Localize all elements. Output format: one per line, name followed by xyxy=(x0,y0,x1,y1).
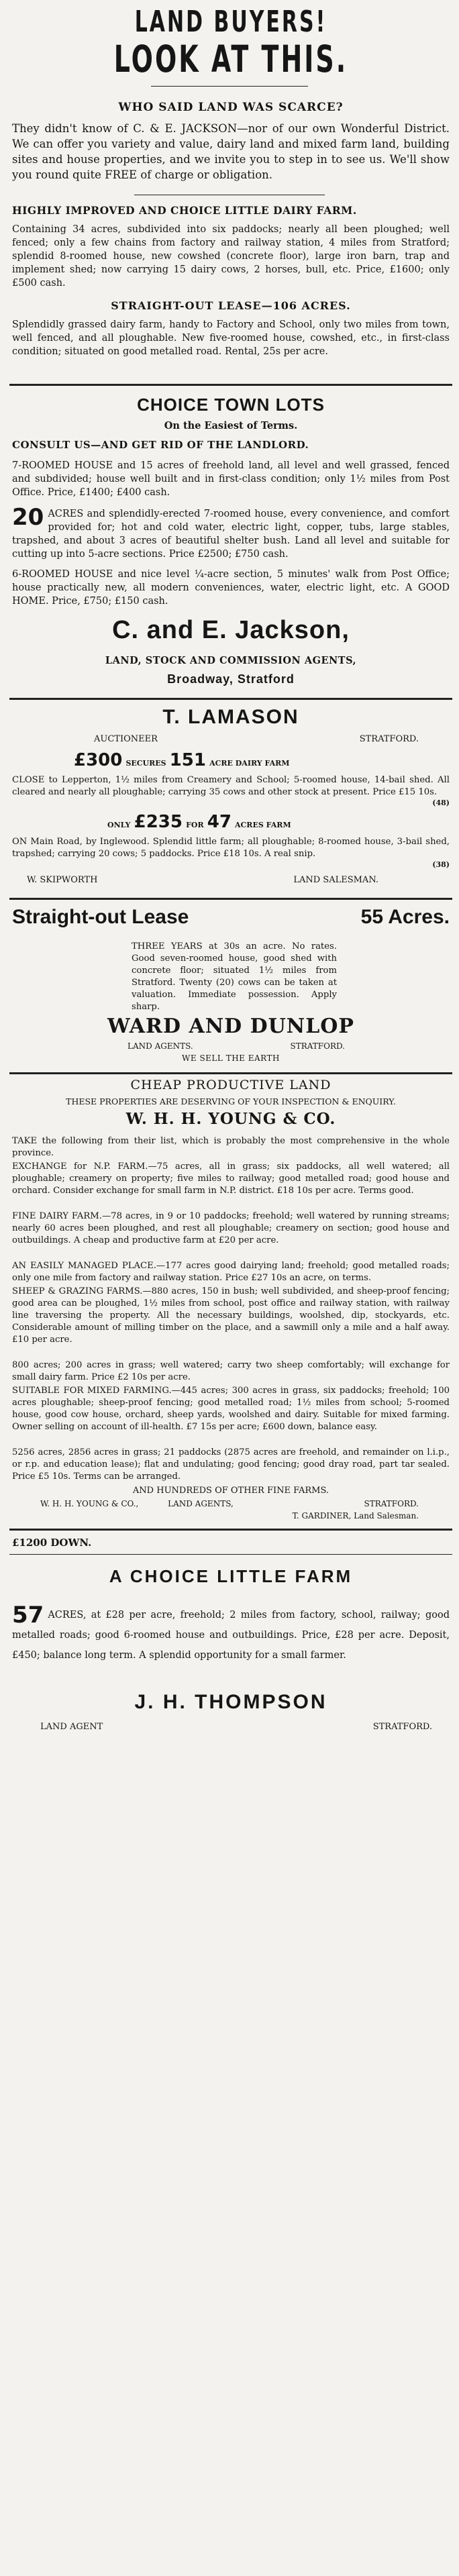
ward-town: STRATFORD. xyxy=(290,1041,345,1051)
offer-2-ref: (38) xyxy=(432,860,450,869)
divider xyxy=(9,1072,452,1074)
thompson-agent-line xyxy=(40,1722,432,1732)
young-property-5: 800 acres; 200 acres in grass; well watered; carry two sheep comfortably; will exchange for small dairy farm. Price £2 10s per acre. xyxy=(12,1360,450,1382)
young-intro: TAKE the following from their list, which is probably the most comprehensive in the whole province. xyxy=(12,1136,450,1158)
ward-agents: LAND AGENTS. xyxy=(128,1041,193,1051)
offer-1-price: £300 xyxy=(74,750,123,770)
young-property-3: AN EASILY MANAGED PLACE.—177 acres good dairying land; freehold; good metalled roads; only one mile from factory and railway station. Price £27 10s an acre, on terms. xyxy=(12,1261,450,1283)
young-footer-firm: W. H. H. YOUNG & CO., xyxy=(40,1499,139,1508)
lamason-role-line xyxy=(94,734,419,744)
consult-heading: CONSULT US—AND GET RID OF THE LANDLORD. xyxy=(12,439,309,451)
thompson-price: £1200 DOWN. xyxy=(12,1537,92,1549)
jackson-firm-address: Broadway, Stratford xyxy=(167,672,295,686)
young-property-4: SHEEP & GRAZING FARMS.—880 acres, 150 in bush; well subdivided, and sheep-proof fencing; good area can be ploughed, 1½ miles from school, post office and railway station, with railway line traversing the property. All the necessary buildings, woolshed, dip, stockyards, etc. Considerable amount of milling timber on the place, and a sawmill only a mile and a half away. £10 per acre. xyxy=(12,1286,450,1345)
offer-2-price: £235 xyxy=(134,812,183,832)
ward-motto: WE SELL THE EARTH xyxy=(182,1053,280,1063)
young-subheading: THESE PROPERTIES ARE DESERVING OF YOUR INSPECTION & ENQUIRY. xyxy=(66,1096,396,1106)
lot-2-text: ACRES and splendidly-erected 7-roomed house, every convenience, and comfort provided for; hot and cold water, electric light, copper, tubs, large stables, trapshed, and about 3 acres of beautiful shelter bush. Land all level and suitable for cutting up into 5-acre sections. Price £2500; £750 cash. xyxy=(12,509,450,560)
young-heading: CHEAP PRODUCTIVE LAND xyxy=(130,1078,332,1092)
offer-2-body: ON Main Road, by Inglewood. Splendid little farm; all ploughable; 8-roomed house, 3-bail shed, trapshed; carrying 20 cows; 5 paddocks. Price £18 10s. A real snip. xyxy=(12,837,450,859)
offer-2-only: ONLY xyxy=(107,821,131,829)
young-footer-town: STRATFORD. xyxy=(364,1499,419,1508)
dairy-farm-body: Containing 34 acres, subdivided into six paddocks; nearly all been ploughed; well fenced; only a few chains from factory and railway station, 4 miles from Stratford; splendid 8-roomed house, new cowshed (concrete floor), large iron barn, trap and implement shed; now carrying 15 dairy cows, 2 horses, bull, etc. Price, £1600; only £500 cash. xyxy=(12,224,450,289)
thompson-acres: 57 xyxy=(12,1602,44,1629)
lease-heading: STRAIGHT-OUT LEASE—106 ACRES. xyxy=(111,299,351,312)
question-heading: WHO SAID LAND WAS SCARCE? xyxy=(118,101,344,114)
thompson-town: STRATFORD. xyxy=(372,1722,432,1732)
intro-paragraph: They didn't know of C. & E. JACKSON—nor of our own Wonderful District. We can offer you variety and value, dairy land and mixed farm land, building sites and house properties, and we invite you to step in to see us. We'll show you round quite FREE of charge or obligation. xyxy=(12,122,450,181)
salesman-name: W. SKIPWORTH xyxy=(27,875,98,885)
lamason-role: AUCTIONEER xyxy=(94,734,158,744)
divider xyxy=(9,384,452,386)
thompson-firm: J. H. THOMPSON xyxy=(134,1691,327,1713)
young-property-2: FINE DAIRY FARM.—78 acres, in 9 or 10 paddocks; freehold; well watered by running streams; nearly 60 acres been ploughed, and rest all ploughable; creamery on section; good house and outbuildings. A cheap and productive farm at £20 per acre. xyxy=(12,1211,450,1245)
thompson-agent: LAND AGENT xyxy=(40,1722,103,1732)
lease-body: Splendidly grassed dairy farm, handy to Factory and School, only two miles from town, well fenced, and all ploughable. New five-roomed house, cowshed, etc., in first-class condition; situated on good metalled road. Rental, 25s per acre. xyxy=(12,319,450,357)
lamason-town: STRATFORD. xyxy=(359,734,419,744)
offer-2-acres: 47 xyxy=(207,812,232,832)
ward-heading xyxy=(12,906,450,929)
divider xyxy=(9,898,452,900)
offer-1-tail: ACRE DAIRY FARM xyxy=(209,759,290,768)
salesman-title: LAND SALESMAN. xyxy=(293,875,378,885)
divider xyxy=(9,1554,452,1555)
offer-2-tail: ACRES FARM xyxy=(235,821,291,829)
headline-land-buyers: LAND BUYERS! xyxy=(134,5,327,40)
ward-heading-right: 55 Acres. xyxy=(360,906,450,928)
young-footer-agents: LAND AGENTS, xyxy=(168,1499,234,1508)
divider xyxy=(151,86,308,87)
lot-2-number: 20 xyxy=(12,504,44,531)
young-firm: W. H. H. YOUNG & CO. xyxy=(125,1110,336,1128)
divider xyxy=(9,1529,452,1531)
jackson-firm-description: LAND, STOCK AND COMMISSION AGENTS, xyxy=(105,655,357,666)
offer-2-for: FOR xyxy=(186,821,204,829)
thompson-body xyxy=(12,1602,450,1665)
young-closing: AND HUNDREDS OF OTHER FINE FARMS. xyxy=(132,1486,329,1496)
town-lot-1: 7-ROOMED HOUSE and 15 acres of freehold land, all level and well grassed, fenced and subdivided; house well built and in first-class condition; only 1½ miles from Post Office. Price, £1400; £400 cash. xyxy=(12,460,450,498)
ward-firm: WARD AND DUNLOP xyxy=(107,1015,354,1038)
town-lots-heading: CHOICE TOWN LOTS xyxy=(137,395,325,415)
lamason-salesman-line xyxy=(27,875,378,885)
divider xyxy=(9,698,452,700)
young-footer-salesman: T. GARDINER, Land Salesman. xyxy=(292,1511,419,1521)
offer-1-secures: SECURES xyxy=(125,759,166,768)
dairy-farm-heading: HIGHLY IMPROVED AND CHOICE LITTLE DAIRY FARM. xyxy=(12,204,357,217)
offer-1-acres: 151 xyxy=(169,750,206,770)
thompson-text: ACRES, at £28 per acre, freehold; 2 miles from factory, school, railway; good metalled roads; good 6-roomed house and outbuildings. Price, £28 per acre. Deposit, £450; balance long term. A splendid opportunity for a small farmer. xyxy=(12,1610,450,1661)
lamason-name: T. LAMASON xyxy=(162,706,299,728)
young-property-1: EXCHANGE for N.P. FARM.—75 acres, all in grass; six paddocks, all well watered; all ploughable; creamery on property; five miles to railway; good metalled road; good house and orchard. Consider exchange for small farm in N.P. district. £18 10s per acre. Terms good. xyxy=(12,1162,450,1196)
town-lots-terms: On the Easiest of Terms. xyxy=(164,420,298,431)
jackson-advert xyxy=(0,0,459,675)
town-lot-3: 6-ROOMED HOUSE and nice level ¼-acre section, 5 minutes' walk from Post Office; house practically new, all modern conveniences, water, electric light, etc. A GOOD HOME. Price, £750; £150 cash. xyxy=(12,569,450,607)
young-property-6: SUITABLE FOR MIXED FARMING.—445 acres; 300 acres in grass, six paddocks; freehold; 100 acres ploughable; sheep-proof fencing; good metalled road; 1½ miles from school; 5-roomed house, good cow house, orchard, sheep yards, woolshed and dairy. Suitable for mixed farming. Owner selling on account of ill-health. £7 15s per acre; £600 down, balance easy. xyxy=(12,1386,450,1432)
headline-look-at-this: LOOK AT THIS. xyxy=(113,38,348,81)
offer-2-title xyxy=(107,812,450,832)
town-lot-2 xyxy=(12,504,450,561)
offer-1-title xyxy=(74,750,450,770)
thompson-heading: A CHOICE LITTLE FARM xyxy=(109,1566,353,1586)
ward-agents-line xyxy=(128,1041,345,1051)
young-property-7: 5256 acres, 2856 acres in grass; 21 paddocks (2875 acres are freehold, and remainder on l.i.p., or r.p. and education lease); flat and undulating; good fencing; good dray road, part tar sealed. Price £5 10s. Terms can be arranged. xyxy=(12,1447,450,1482)
young-footer xyxy=(40,1499,419,1508)
jackson-firm-name: C. and E. Jackson, xyxy=(112,616,350,644)
offer-1-ref: (48) xyxy=(432,798,450,807)
offer-1-body: CLOSE to Lepperton, 1½ miles from Creamery and School; 5-roomed house, 14-bail shed. All cleared and nearly all ploughable; carrying 35 cows and other stock at present. Price £15 10s. xyxy=(12,775,450,797)
ward-body: THREE YEARS at 30s an acre. No rates. Good seven-roomed house, good shed with concrete floor; situated 1½ miles from Stratford. Twenty (20) cows can be taken at valuation. Immediate possession. Apply sharp. xyxy=(132,941,337,1012)
ward-heading-left: Straight-out Lease xyxy=(12,906,189,928)
